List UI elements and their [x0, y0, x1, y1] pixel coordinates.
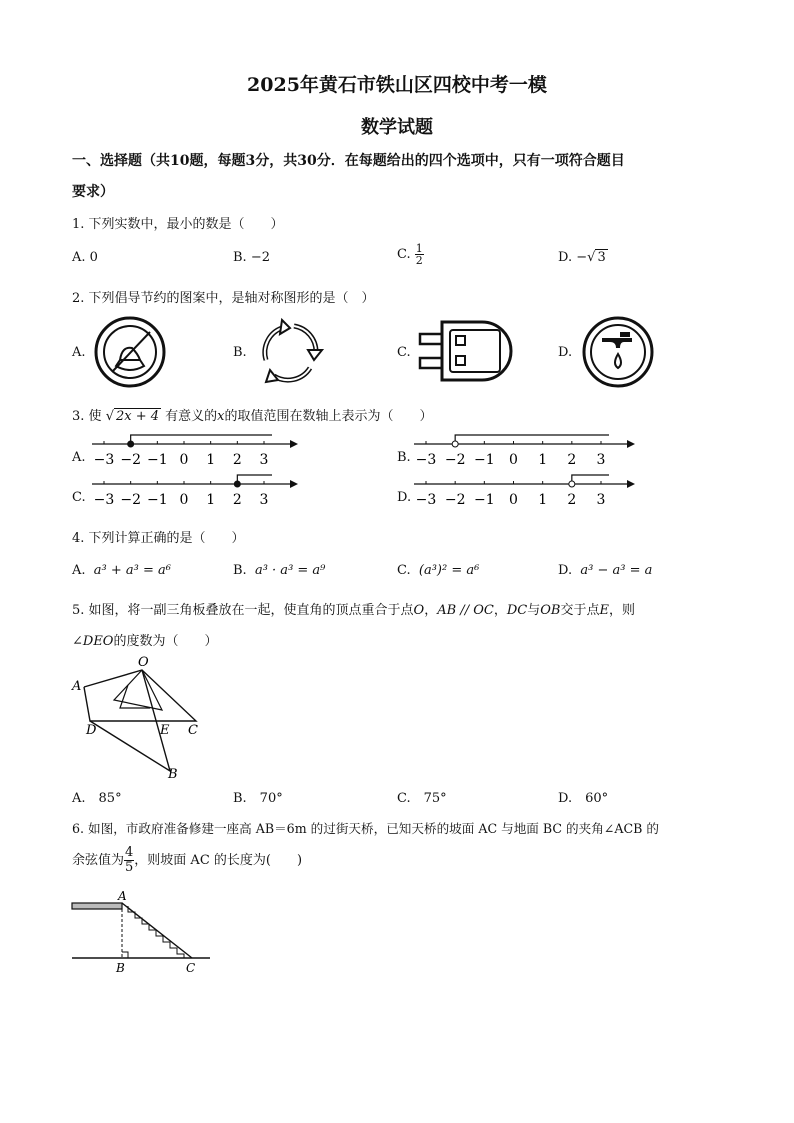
- q2-stem: 2. 下列倡导节约的图案中，是轴对称图形的是（ ）: [72, 291, 375, 306]
- axis-tick-label: 3: [259, 492, 269, 508]
- solution-ray: [572, 475, 609, 484]
- axis-tick-label: −2: [120, 492, 141, 508]
- q3-stem-pre: 3. 使: [72, 409, 102, 424]
- q4-b-expression: a³ · a³ = a⁹: [254, 563, 326, 578]
- plug-icon: [412, 318, 518, 384]
- q5-label-b: B: [168, 767, 178, 782]
- axis-tick-label: 1: [538, 492, 548, 508]
- q2-option-d-label: D.: [558, 345, 573, 360]
- q5-l1-ob: OB: [540, 603, 561, 618]
- q6-frac-den: 5: [125, 860, 134, 875]
- solution-ray: [237, 475, 272, 484]
- axis-tick-label: −3: [415, 492, 437, 508]
- q1-stem: 1. 下列实数中，最小的数是（ ）: [72, 217, 284, 232]
- q1-option-b: B. −2: [233, 250, 270, 265]
- q5-l1-e: E: [599, 603, 609, 618]
- axis-tick-label: 1: [538, 452, 548, 468]
- q5-l1-end: ，则: [608, 603, 635, 618]
- q5-label-o: O: [138, 655, 149, 670]
- section-heading-line1: 一、选择题（共10题，每题3分，共30分．在每题给出的四个选项中，只有一项符合题目: [72, 153, 625, 169]
- q5-l2-rest: 的度数为（ ）: [113, 634, 218, 649]
- axis-tick-label: 2: [232, 452, 242, 468]
- page-subtitle: 数学试题: [361, 117, 433, 138]
- q5-option-a: A. 85°: [72, 791, 122, 806]
- axis-tick-label: 0: [509, 492, 518, 508]
- q5-label-c: C: [188, 723, 198, 738]
- q4-d-label: D.: [558, 563, 573, 578]
- axis-tick-label: −2: [120, 452, 141, 468]
- axis-tick-label: −1: [474, 452, 495, 468]
- q1-d-radicand: 3: [597, 250, 606, 265]
- q5-label-e: E: [160, 723, 170, 738]
- axis-tick-label: 2: [232, 492, 242, 508]
- q5-option-b: B. 70°: [233, 791, 283, 806]
- q6-fraction: [124, 846, 134, 875]
- q2-option-c-label: C.: [397, 345, 411, 360]
- q4-option-b: [233, 563, 325, 578]
- q6-l2-post: ，则坡面 AC 的长度为( ): [134, 853, 303, 868]
- q4-option-a: [72, 563, 171, 578]
- axis-tick-label: −1: [147, 452, 168, 468]
- axis-tick-label: −2: [444, 492, 466, 508]
- q1-option-d: [558, 250, 608, 265]
- q1-option-d-label: D.: [558, 250, 573, 265]
- q6-stem-line2: [72, 846, 302, 875]
- q3-number-line-b: [412, 432, 637, 474]
- q5-l1-o: O: [413, 603, 425, 618]
- open-endpoint: [452, 441, 458, 447]
- q1-d-root-sign: √: [587, 250, 596, 265]
- axis-tick-label: −2: [444, 452, 466, 468]
- section-heading-line2: 要求）: [72, 184, 114, 200]
- q3-radical-sign: √: [105, 409, 114, 424]
- q6-stem-line1: 6. 如图，市政府准备修建一座高 AB＝6m 的过街天桥，已知天桥的坡面 AC 与地面 BC 的夹角∠ACB 的: [72, 821, 659, 836]
- axis-tick-label: 0: [179, 492, 189, 508]
- axis-arrow: [627, 480, 635, 488]
- q6-label-a: A: [118, 889, 127, 903]
- q1-d-minus: −: [576, 250, 588, 265]
- q3-option-d-label: D.: [397, 490, 412, 505]
- axis-arrow: [290, 440, 298, 448]
- axis-tick-label: 3: [596, 452, 606, 468]
- q1-c-denominator: 2: [415, 254, 423, 267]
- q3-radical-body: 2x + 4: [115, 409, 160, 424]
- q4-b-label: B.: [233, 563, 247, 578]
- q5-l1-ab-parallel-oc: AB // OC: [437, 603, 494, 618]
- q3-variable: x: [217, 409, 225, 424]
- axis-tick-label: 2: [567, 452, 577, 468]
- q4-c-expression: (a³)² = a⁶: [418, 563, 480, 578]
- q5-l1-dc: DC: [506, 603, 528, 618]
- q3-stem: [72, 405, 433, 424]
- axis-tick-label: 0: [179, 452, 189, 468]
- q3-stem-mid: 有意义的: [165, 409, 218, 424]
- q5-stem-line2: [72, 630, 217, 649]
- q4-c-label: C.: [397, 563, 411, 578]
- water-tap-icon: [580, 314, 656, 390]
- q4-d-expression: a³ − a³ = a: [580, 563, 653, 578]
- axis-tick-label: 3: [259, 452, 269, 468]
- axis-tick-label: −3: [415, 452, 437, 468]
- q1-option-c: [397, 243, 424, 266]
- axis-tick-label: −1: [147, 492, 168, 508]
- q5-l1-meet: 交于点: [560, 603, 600, 618]
- q3-number-line-a: [90, 432, 300, 474]
- axis-tick-label: 3: [596, 492, 606, 508]
- q5-l1-sep2: ，: [493, 603, 507, 618]
- q6-label-c: C: [186, 961, 196, 975]
- q1-option-c-fraction: [415, 243, 424, 266]
- axis-tick-label: 0: [509, 452, 518, 468]
- solution-ray: [131, 435, 272, 444]
- axis-tick-label: −1: [474, 492, 495, 508]
- axis-tick-label: −3: [93, 452, 115, 468]
- q3-option-a-label: A.: [72, 450, 86, 465]
- q6-l2-pre: 余弦值为: [72, 853, 125, 868]
- q5-angle-deo: ∠DEO: [72, 634, 114, 649]
- q3-stem-post: 的取值范围在数轴上表示为（ ）: [224, 409, 433, 424]
- q5-l1-sep1: ，: [424, 603, 438, 618]
- solution-ray: [455, 435, 609, 444]
- axis-arrow: [290, 480, 298, 488]
- q5-label-d: D: [86, 723, 97, 738]
- q4-a-expression: a³ + a³ = a⁶: [93, 563, 171, 578]
- no-plate-icon: [92, 314, 168, 390]
- closed-endpoint: [234, 481, 240, 487]
- q6-label-b: B: [116, 961, 125, 975]
- q3-option-b-label: B.: [397, 450, 411, 465]
- q5-label-a: A: [72, 679, 82, 694]
- q4-option-c: [397, 563, 479, 578]
- q4-a-label: A.: [72, 563, 86, 578]
- q3-number-line-c: [90, 472, 300, 514]
- q5-triangle-figure: [68, 652, 208, 782]
- q1-option-c-label: C.: [397, 247, 411, 262]
- q5-stem-line1: [72, 599, 635, 618]
- q1-c-numerator: 1: [415, 242, 423, 255]
- axis-tick-label: 1: [206, 452, 216, 468]
- axis-tick-label: 1: [206, 492, 216, 508]
- q2-option-b-label: B.: [233, 345, 247, 360]
- q4-stem: 4. 下列计算正确的是（ ）: [72, 531, 245, 546]
- q3-number-line-d: [412, 472, 637, 514]
- q2-option-a-label: A.: [72, 345, 86, 360]
- axis-tick-label: 2: [567, 492, 577, 508]
- recycle-arrows-icon: [252, 314, 328, 390]
- q6-bridge-figure: [70, 888, 215, 978]
- axis-tick-label: −3: [93, 492, 115, 508]
- q3-option-c-label: C.: [72, 490, 86, 505]
- closed-endpoint: [128, 441, 134, 447]
- q5-option-c: C. 75°: [397, 791, 447, 806]
- open-endpoint: [569, 481, 575, 487]
- q6-frac-num: 4: [125, 845, 134, 860]
- q5-l1-with: 与: [527, 603, 541, 618]
- q4-option-d: [558, 563, 652, 578]
- q5-l1-pre: 5. 如图，将一副三角板叠放在一起，使直角的顶点重合于点: [72, 603, 414, 618]
- page-title: 2025年黄石市铁山区四校中考一模: [247, 74, 547, 96]
- q1-option-a: A. 0: [72, 250, 98, 265]
- axis-arrow: [627, 440, 635, 448]
- q5-option-d: D. 60°: [558, 791, 609, 806]
